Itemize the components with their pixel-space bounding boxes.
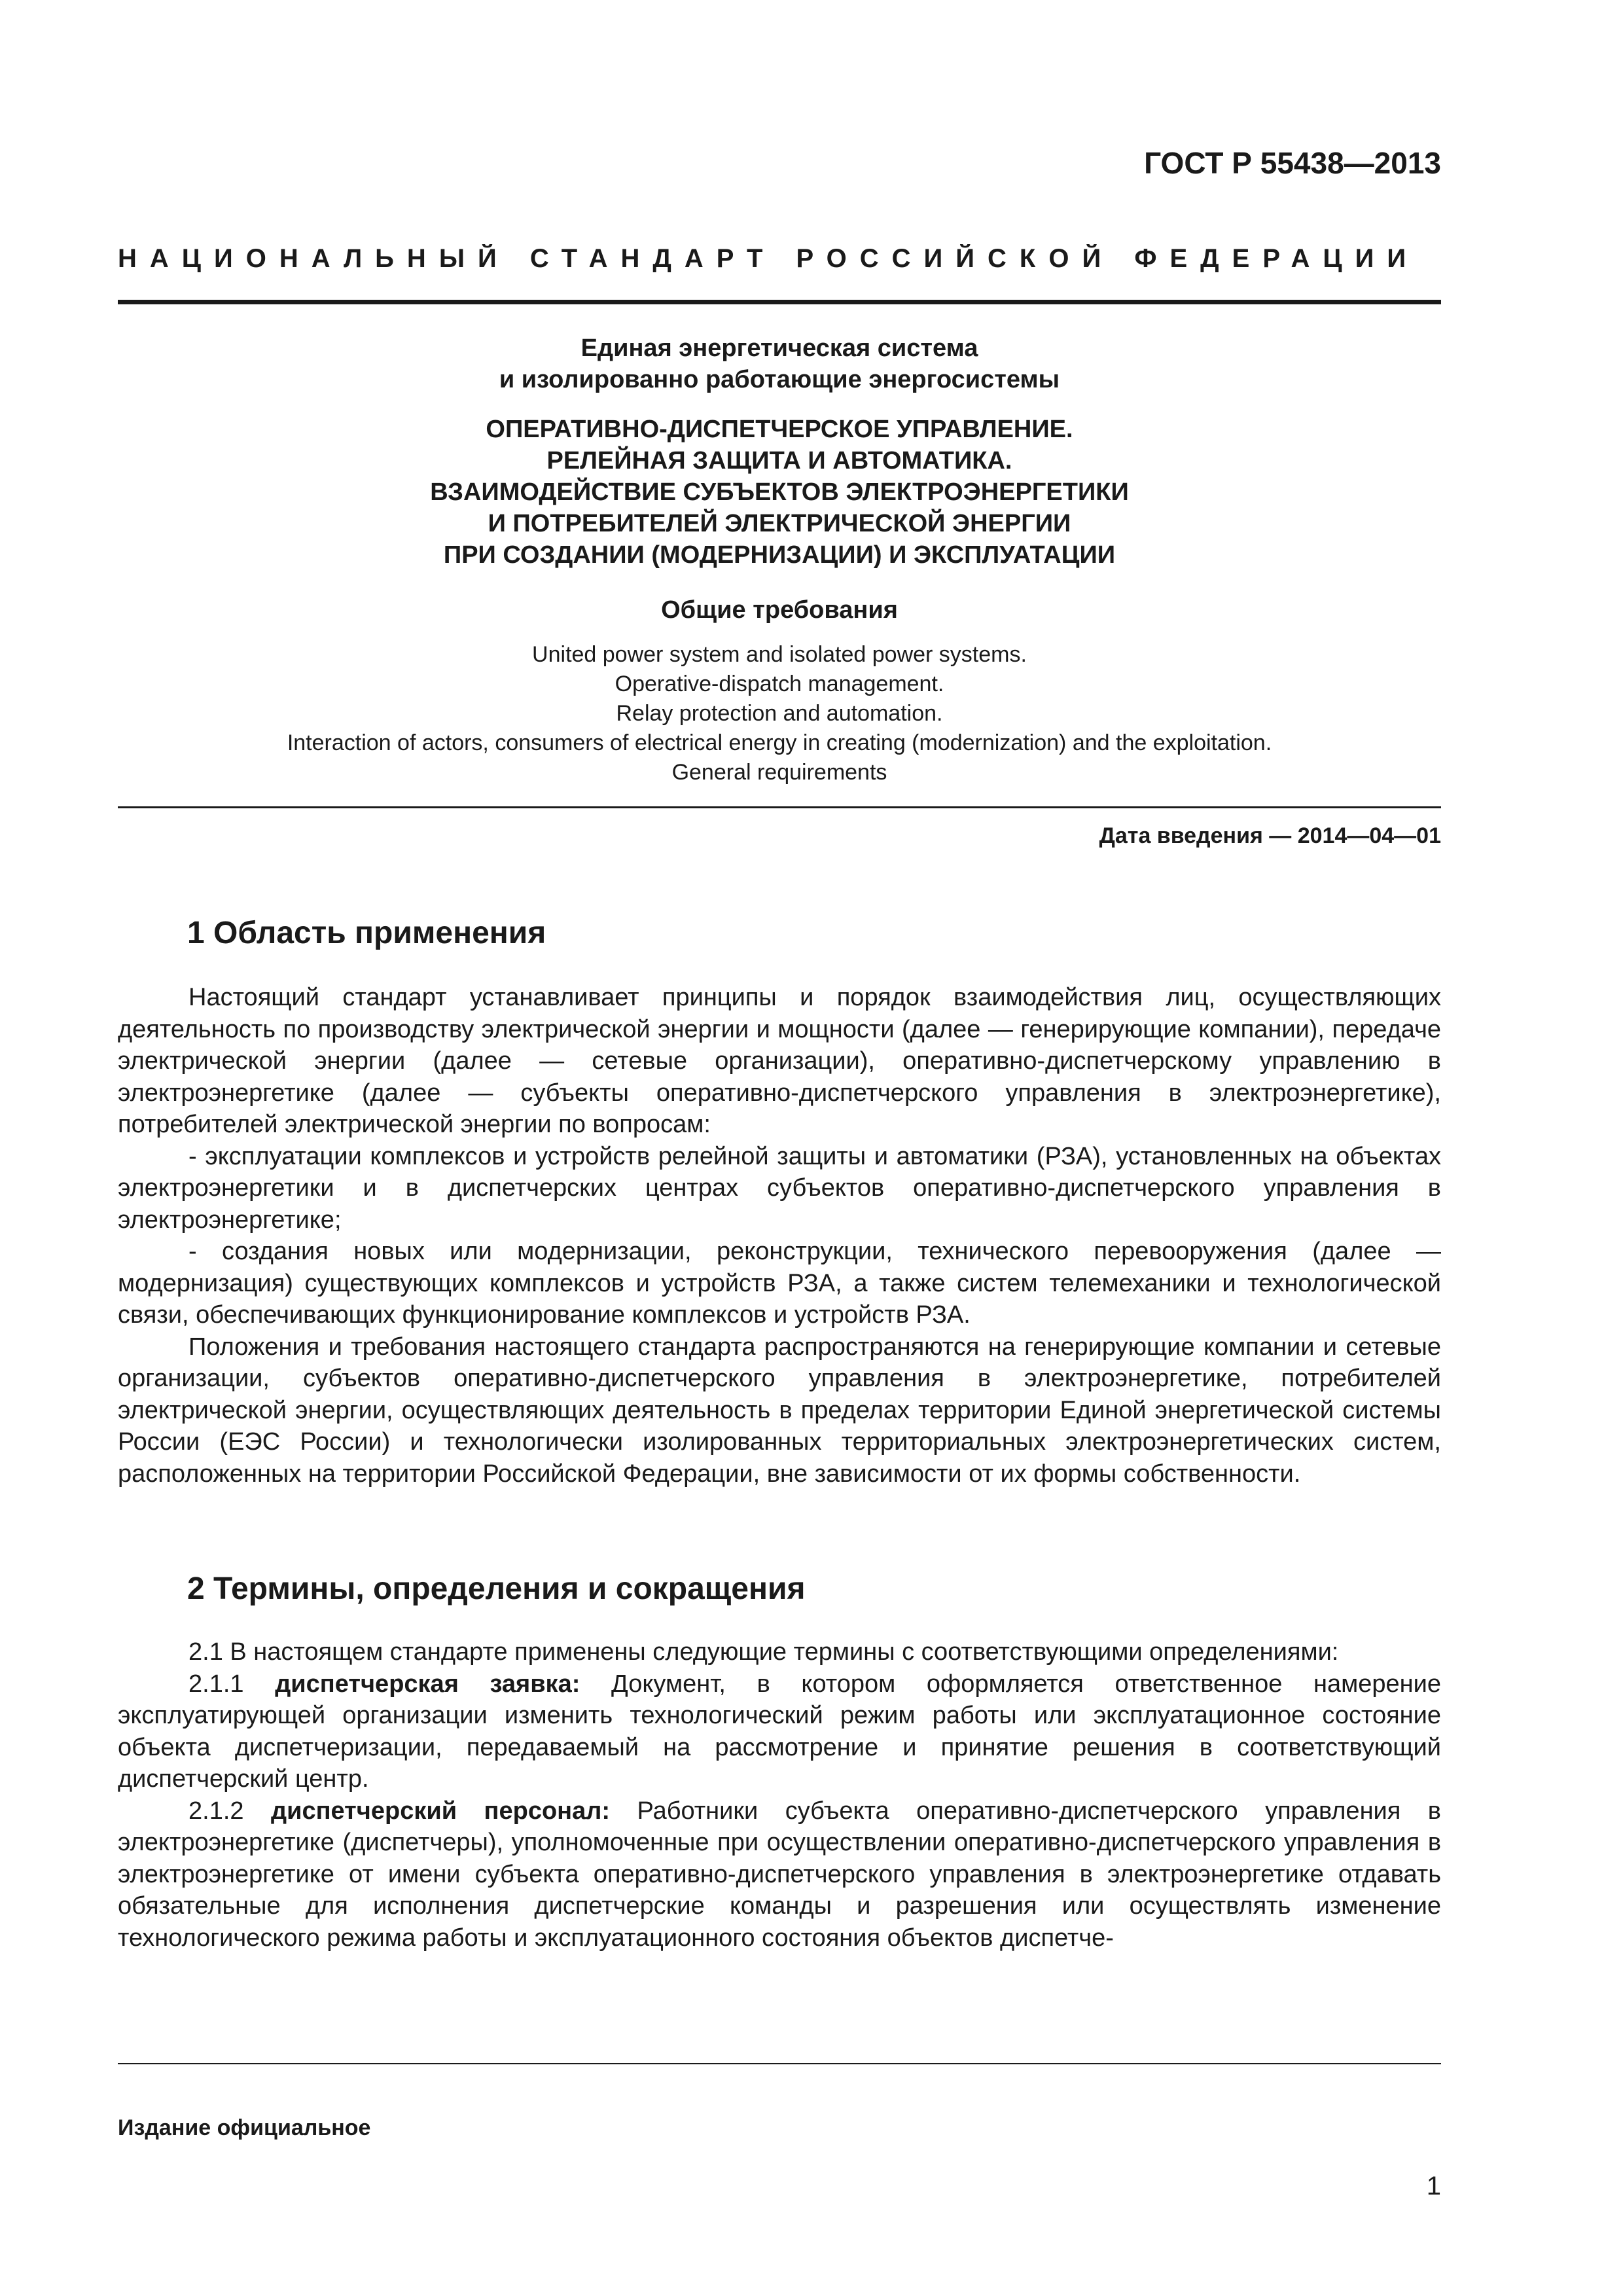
section-1-heading: 1 Область применения (187, 916, 546, 950)
english-title-line: Interaction of actors, consumers of electrical energy in creating (modernization) and the exploitation. (287, 730, 1272, 755)
official-edition-label: Издание официальное (118, 2115, 371, 2140)
title-line: РЕЛЕЙНАЯ ЗАЩИТА И АВТОМАТИКА. (546, 447, 1012, 475)
term-definition: Документ, в котором оформляется ответственное намерение эксплуатирующей организации изменить технологический режим работы или эксплуатационное состояние объекта диспетчеризации, передаваемый на рассмотрение и принятие решения в соответствующий диспетчерский центр. (118, 1670, 1442, 1793)
section-1-paragraph: Положения и требования настоящего стандарта распространяются на генерирующие компании и сетевые организации, субъектов оперативно-диспетчерского управления в электроэнергетике, потребителей электрической энергии, осуществляющих деятельность в пределах территории Единой энергетической системы России (ЕЭС России) и технологически изолированных территориальных электроэнергетических систем, расположенных на территории Российской Федерации, вне зависимости от их формы собственности. (118, 1333, 1441, 1488)
term-number: 2.1.1 (188, 1670, 244, 1698)
subtitle-line: Единая энергетическая система (580, 334, 978, 362)
title-line: ПРИ СОЗДАНИИ (МОДЕРНИЗАЦИИ) И ЭКСПЛУАТАЦИИ (443, 541, 1116, 569)
general-requirements-label: Общие требования (661, 596, 898, 624)
national-standard-banner: НАЦИОНАЛЬНЫЙ СТАНДАРТ РОССИЙСКОЙ ФЕДЕРАЦИИ (118, 244, 1419, 273)
term-name: диспетчерский персонал: (270, 1797, 611, 1825)
section-2-heading: 2 Термины, определения и сокращения (187, 1571, 806, 1606)
term-entry (118, 1795, 1441, 1954)
section-1-paragraph: - создания новых или модернизации, реконструкции, технического перевооружения (далее — модернизация) существующих комплексов и устройств РЗА, а также систем телемеханики и технологической связи, обеспечивающих функционирование комплексов и устройств РЗА. (118, 1238, 1441, 1329)
title-line: ВЗАИМОДЕЙСТВИЕ СУБЪЕКТОВ ЭЛЕКТРОЭНЕРГЕТИКИ (430, 478, 1129, 506)
header-rule (118, 300, 1441, 304)
term-name: диспетчерская заявка: (275, 1670, 580, 1698)
introduction-date: Дата введения — 2014—04—01 (1099, 823, 1441, 848)
section-1-paragraph: Настоящий стандарт устанавливает принципы и порядок взаимодействия лиц, осуществляющих деятельность по производству электрической энергии и мощности (далее — генерирующие компании), передаче электрической энергии (далее — сетевые организации), оперативно-диспетчерскому управлению в электроэнергетике (далее — субъекты оперативно-диспетчерского управления в электроэнергетике), потребителей электрической энергии по вопросам: (118, 984, 1441, 1138)
term-entry (118, 1668, 1441, 1795)
page-number: 1 (1426, 2172, 1441, 2200)
section-2-body (118, 1636, 1441, 1954)
title-line: И ПОТРЕБИТЕЛЕЙ ЭЛЕКТРИЧЕСКОЙ ЭНЕРГИИ (488, 510, 1071, 537)
section-2-intro: 2.1 В настоящем стандарте применены следующие термины с соответствующими определениями: (188, 1638, 1339, 1666)
footer-rule (118, 2063, 1441, 2064)
english-title-line: Relay protection and automation. (616, 701, 943, 726)
term-definition: Работники субъекта оперативно-диспетчерского управления в электроэнергетике (диспетчеры), уполномоченные при осуществлении оперативно-диспетчерского управления в электроэнергетике от имени субъекта оперативно-диспетчерского управления в электроэнергетике отдавать обязательные для исполнения диспетчерские команды и разрешения или осуществлять изменение технологического режима работы и эксплуатационного состояния объектов диспетче- (118, 1797, 1441, 1952)
title-rule (118, 806, 1441, 808)
section-1-paragraph: - эксплуатации комплексов и устройств релейной защиты и автоматики (РЗА), установленных на объектах электроэнергетики и в диспетчерских центрах субъектов оперативно-диспетчерского управления в электроэнергетике; (118, 1142, 1441, 1234)
document-title (118, 414, 1441, 571)
document-subtitle (118, 332, 1441, 395)
subtitle-line: и изолированно работающие энергосистемы (499, 366, 1060, 393)
standard-code: ГОСТ Р 55438—2013 (1144, 146, 1441, 180)
term-number: 2.1.2 (188, 1797, 244, 1825)
english-title-line: United power system and isolated power systems. (532, 642, 1027, 667)
english-title-line: General requirements (671, 760, 887, 785)
english-title (118, 640, 1441, 787)
section-1-body (118, 982, 1441, 1490)
english-title-line: Operative-dispatch management. (615, 672, 944, 696)
title-line: ОПЕРАТИВНО-ДИСПЕТЧЕРСКОЕ УПРАВЛЕНИЕ. (486, 416, 1073, 443)
